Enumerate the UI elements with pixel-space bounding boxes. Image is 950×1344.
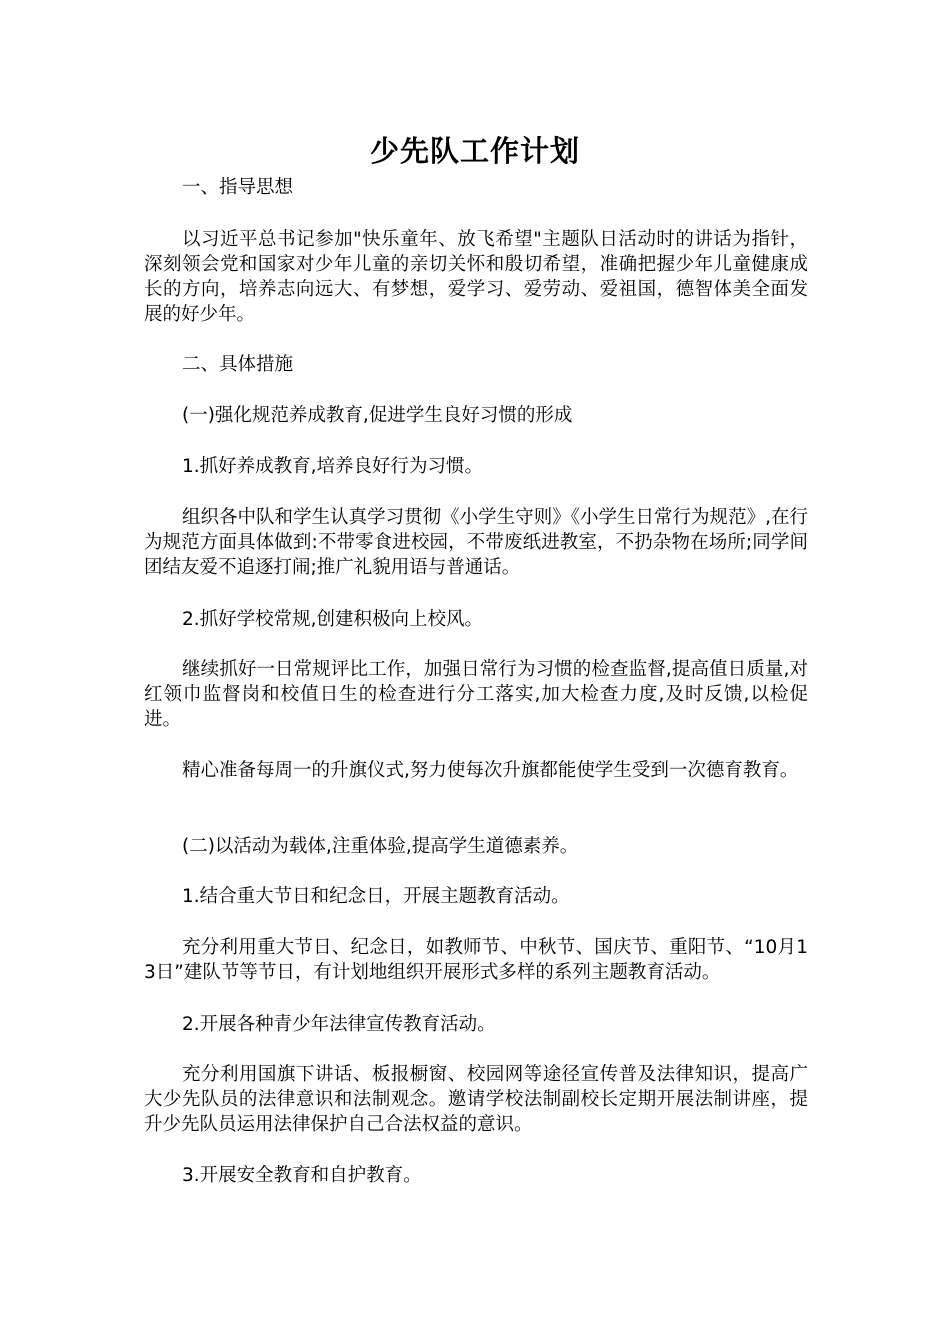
paragraph-flag-ceremony: 精心准备每周一的升旗仪式,努力使每次升旗都能使学生受到一次德育教育。 xyxy=(182,760,799,781)
item-heading-2-1: 1.结合重大节日和纪念日，开展主题教育活动。 xyxy=(182,886,570,907)
subsection-heading-1: (一)强化规范养成教育,促进学生良好习惯的形成 xyxy=(182,405,573,426)
paragraph-2-2: 充分利用国旗下讲话、板报橱窗、校园网等途径宣传普及法律知识，提高广大少先队员的法律意识和法制观念。邀请学校法制副校长定期开展法制讲座，提升少先队员运用法律保护自己合法权益的意识。 xyxy=(144,1064,808,1135)
section-heading-guiding-ideology: 一、指导思想 xyxy=(182,177,294,198)
paragraph-guiding-ideology: 以习近平总书记参加"快乐童年、放飞希望"主题队日活动时的讲话为指针，深刻领会党和国家对少年儿童的亲切关怀和殷切希望，准确把握少年儿童健康成长的方向，培养志向远大、有梦想，爱学习、爱劳动、爱祖国，德智体美全面发展的好少年。 xyxy=(144,229,808,325)
subsection-heading-2: (二)以活动为载体,注重体验,提高学生道德素养。 xyxy=(182,836,579,857)
section-heading-specific-measures: 二、具体措施 xyxy=(182,354,294,375)
item-heading-2-3: 3.开展安全教育和自护教育。 xyxy=(182,1165,422,1186)
document-title: 少先队工作计划 xyxy=(369,134,580,168)
paragraph-1-1: 组织各中队和学生认真学习贯彻《小学生守则》《小学生日常行为规范》,在行为规范方面具体做到:不带零食进校园，不带废纸进教室，不扔杂物在场所;同学间团结友爱不追逐打闹;推广礼貌用语与普通话。 xyxy=(144,507,808,578)
paragraph-1-2: 继续抓好一日常规评比工作，加强日常行为习惯的检查监督,提高值日质量,对红领巾监督岗和校值日生的检查进行分工落实,加大检查力度,及时反馈,以检促进。 xyxy=(144,659,808,730)
item-heading-2-2: 2.开展各种青少年法律宣传教育活动。 xyxy=(182,1014,496,1035)
item-heading-1-2: 2.抓好学校常规,创建积极向上校风。 xyxy=(182,609,484,630)
paragraph-2-1: 充分利用重大节日、纪念日，如教师节、中秋节、国庆节、重阳节、“10月13日”建队节等节日，有计划地组织开展形式多样的系列主题教育活动。 xyxy=(144,937,808,983)
item-heading-1-1: 1.抓好养成教育,培养良好行为习惯。 xyxy=(182,456,484,477)
